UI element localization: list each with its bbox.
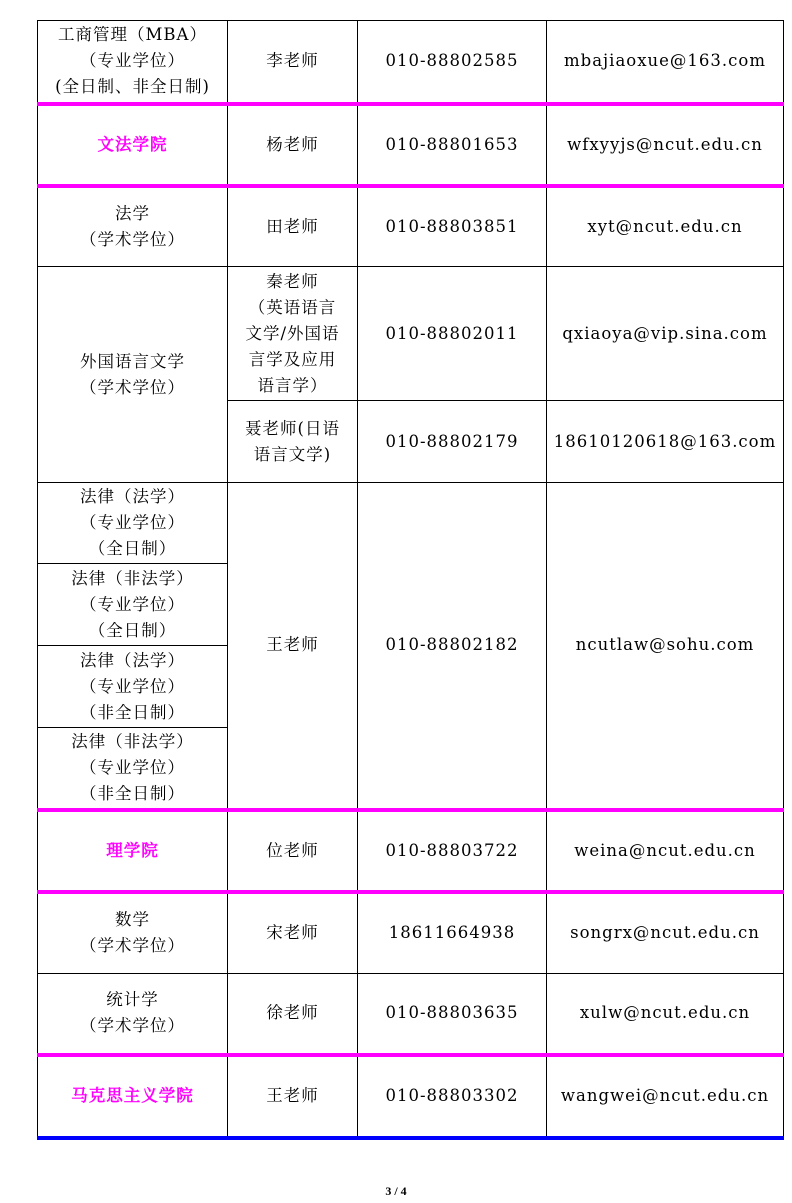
phone-cell: 18611664938 (358, 892, 547, 974)
phone-cell: 010-88803635 (358, 974, 547, 1055)
email-cell: xulw@ncut.edu.cn (547, 974, 784, 1055)
email-cell: ncutlaw@sohu.com (547, 483, 784, 810)
phone-cell: 010-88802179 (358, 401, 547, 483)
program-cell: 数学 （学术学位） (38, 892, 228, 974)
program-cell: 法律（非法学） （专业学位） （非全日制） (38, 728, 228, 810)
table-row (38, 483, 784, 564)
email-cell: wfxyyjs@ncut.edu.cn (547, 104, 784, 186)
dept-row-makesi (38, 1055, 784, 1138)
program-cell: 法律（法学） （专业学位） （非全日制） (38, 646, 228, 728)
program-cell: 法律（非法学） （专业学位） （全日制） (38, 564, 228, 646)
teacher-cell: 杨老师 (228, 104, 358, 186)
dept-name: 马克思主义学院 (38, 1055, 228, 1138)
table-row (38, 21, 784, 104)
table-row (38, 267, 784, 401)
phone-cell: 010-88803851 (358, 186, 547, 267)
phone-cell: 010-88803722 (358, 810, 547, 892)
teacher-cell: 聂老师(日语 语言文学) (228, 401, 358, 483)
program-cell: 工商管理（MBA） （专业学位） (全日制、非全日制) (38, 21, 228, 104)
dept-row-wenfa (38, 104, 784, 186)
program-cell: 法律（法学） （专业学位） （全日制） (38, 483, 228, 564)
program-cell: 外国语言文学 （学术学位） (38, 267, 228, 483)
table-row (38, 892, 784, 974)
table-row (38, 186, 784, 267)
phone-cell: 010-88803302 (358, 1055, 547, 1138)
program-cell: 统计学 （学术学位） (38, 974, 228, 1055)
dept-row-lixue (38, 810, 784, 892)
email-cell: weina@ncut.edu.cn (547, 810, 784, 892)
teacher-cell: 李老师 (228, 21, 358, 104)
email-cell: mbajiaoxue@163.com (547, 21, 784, 104)
phone-cell: 010-88802182 (358, 483, 547, 810)
contact-table (37, 20, 784, 1140)
teacher-cell: 田老师 (228, 186, 358, 267)
teacher-cell: 秦老师 （英语语言 文学/外国语 言学及应用 语言学） (228, 267, 358, 401)
teacher-cell: 徐老师 (228, 974, 358, 1055)
email-cell: songrx@ncut.edu.cn (547, 892, 784, 974)
page-number: 3 / 4 (385, 1184, 407, 1198)
teacher-cell: 王老师 (228, 483, 358, 810)
dept-name: 文法学院 (38, 104, 228, 186)
dept-name: 理学院 (38, 810, 228, 892)
phone-cell: 010-88802011 (358, 267, 547, 401)
email-cell: xyt@ncut.edu.cn (547, 186, 784, 267)
email-cell: 18610120618@163.com (547, 401, 784, 483)
email-cell: qxiaoya@vip.sina.com (547, 267, 784, 401)
email-cell: wangwei@ncut.edu.cn (547, 1055, 784, 1138)
program-cell: 法学 （学术学位） (38, 186, 228, 267)
table-row (38, 974, 784, 1055)
teacher-cell: 宋老师 (228, 892, 358, 974)
phone-cell: 010-88801653 (358, 104, 547, 186)
teacher-cell: 位老师 (228, 810, 358, 892)
phone-cell: 010-88802585 (358, 21, 547, 104)
teacher-cell: 王老师 (228, 1055, 358, 1138)
